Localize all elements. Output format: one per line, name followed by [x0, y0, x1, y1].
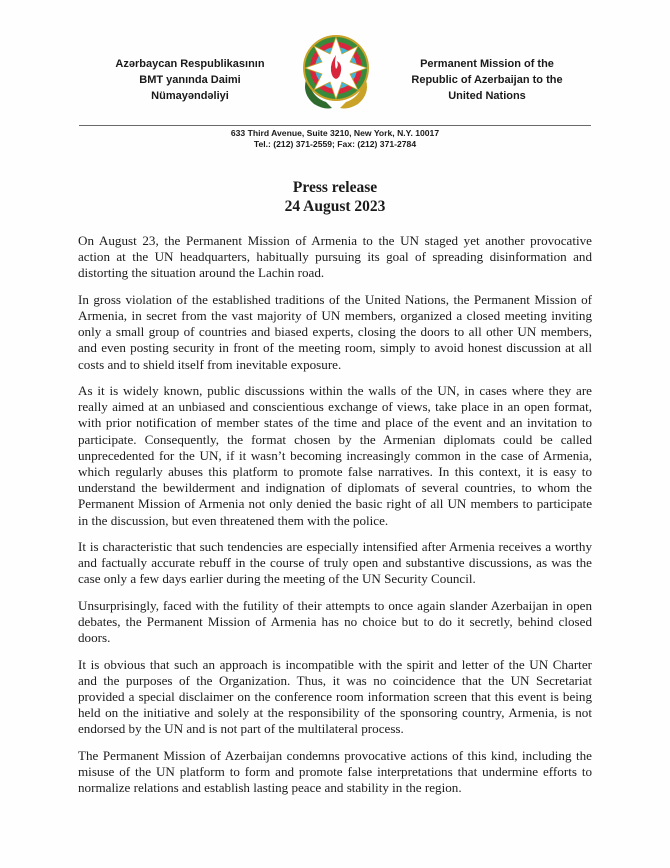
letterhead-right-line: United Nations: [448, 90, 526, 102]
mission-contact: Tel.: (212) 371-2559; Fax: (212) 371-2784: [253, 139, 417, 149]
eight-pointed-star-icon: [305, 37, 367, 99]
body-paragraph: As it is widely known, public discussions within the walls of the UN, in cases where they are really aimed at an unbiased and conscientious exchange of views, take place in an open format, with prior notification of member states of the time and place of the event and an invitation to participate. Consequently, the format chosen by the Armenian diplomats could be called unprecedented for the UN, if it wasn’t becoming increasingly common in the case of Armenia, which regularly abuses this platform to promote false narratives. In this context, it is easy to understand the bewilderment and indignation of diplomats of several countries, to whom the Permanent Mission of Armenia not only denied the basic right of all UN members to participate in the discussion, but even threatened them with the police.: [78, 383, 592, 528]
letterhead-left-line: Azərbaycan Respublikasının: [115, 58, 265, 70]
document-body: [78, 233, 592, 807]
body-paragraph: It is obvious that such an approach is incompatible with the spirit and letter of the UN Charter and the purposes of the Organization. Thus, it was no coincidence that the UN Secretariat provided a special disclaimer on the conference room information screen that this event is being held on the initiative and solely at the responsibility of the sponsoring country, Armenia, is not endorsed by the UN and is not part of the multilateral process.: [78, 656, 592, 737]
letterhead-divider: [79, 125, 591, 126]
letterhead-right-line: Permanent Mission of the: [420, 58, 554, 70]
coat-of-arms-icon: [296, 28, 376, 112]
letterhead-azerbaijani: [75, 56, 305, 104]
body-paragraph: In gross violation of the established traditions of the United Nations, the Permanent Mission of Armenia, in secret from the vast majority of UN members, organized a closed meeting inviting only a small group of countries and biased experts, closing the doors to all other UN members, and even posting security in front of the meeting room, simply to avoid honest discussion at all costs and to shield itself from inevitable exposure.: [78, 291, 592, 372]
letterhead-english: [372, 56, 602, 104]
document-date: 24 August 2023: [284, 198, 386, 215]
letterhead-left-line: Nümayəndəliyi: [151, 90, 229, 102]
document-title: Press release: [292, 179, 378, 196]
letterhead-right-line: Republic of Azerbaijan to the: [411, 74, 563, 86]
body-paragraph: The Permanent Mission of Azerbaijan condemns provocative actions of this kind, including the misuse of the UN platform to form and promote false interpretations that undermine efforts to normalize relations and establish lasting peace and stability in the region.: [78, 747, 592, 796]
body-paragraph: Unsurprisingly, faced with the futility of their attempts to once again slander Azerbaijan in open debates, the Permanent Mission of Armenia has no choice but to do it secretly, behind closed doors.: [78, 597, 592, 646]
body-paragraph: On August 23, the Permanent Mission of Armenia to the UN staged yet another provocative action at the UN headquarters, habitually pursuing its goal of spreading disinformation and distorting the situation around the Lachin road.: [78, 233, 592, 281]
body-paragraph: It is characteristic that such tendencies are especially intensified after Armenia receives a worthy and factually accurate rebuff in the course of truly open and substantive discussions, as was the case only a few days earlier during the meeting of the UN Security Council.: [78, 539, 592, 587]
letterhead-left-line: BMT yanında Daimi: [139, 74, 241, 86]
mission-address: 633 Third Avenue, Suite 3210, New York, N.Y. 10017: [230, 128, 440, 138]
